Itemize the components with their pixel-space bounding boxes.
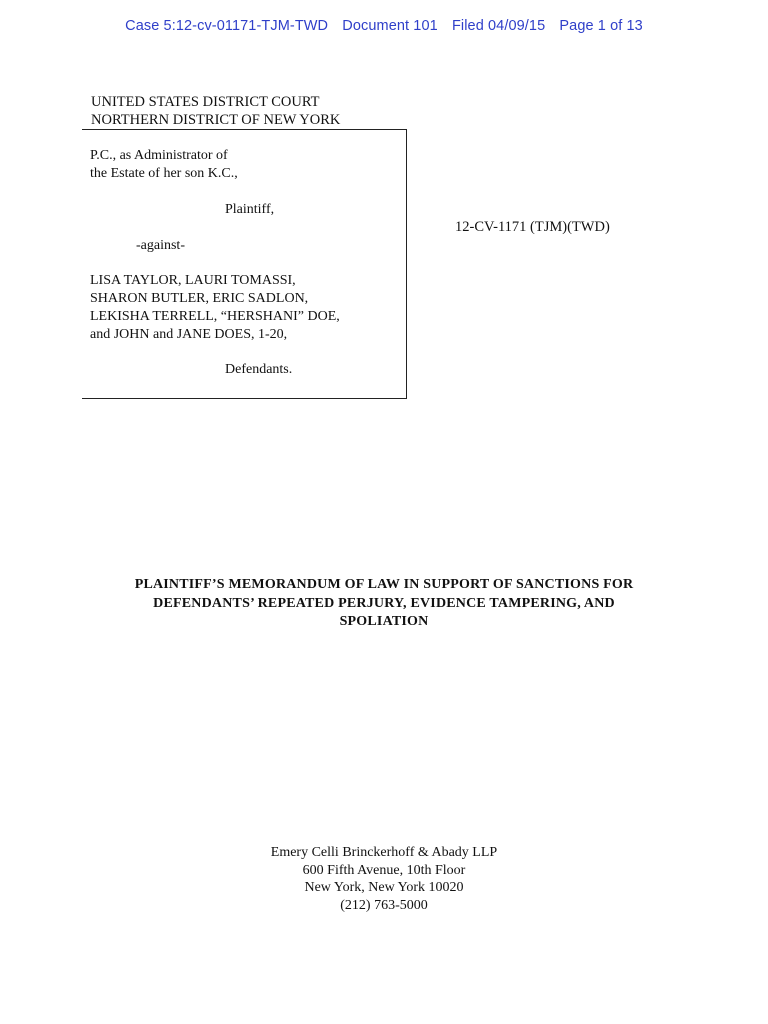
- defendants-line-4: and JOHN and JANE DOES, 1-20,: [90, 327, 288, 342]
- court-line-1: UNITED STATES DISTRICT COURT: [91, 94, 320, 110]
- defendants-role: Defendants.: [225, 362, 293, 377]
- firm-address-1: 600 Fifth Avenue, 10th Floor: [302, 862, 466, 878]
- case-number: 12-CV-1171 (TJM)(TWD): [455, 219, 610, 235]
- against-label: -against-: [136, 238, 185, 253]
- defendants-line-3: LEKISHA TERRELL, “HERSHANI” DOE,: [90, 309, 340, 324]
- plaintiff-name-line-2: the Estate of her son K.C.,: [90, 166, 238, 181]
- page-count-stamp: Page 1 of 13: [559, 18, 643, 34]
- defendants-line-1: LISA TAYLOR, LAURI TOMASSI,: [90, 273, 296, 288]
- law-firm-block: [0, 844, 768, 914]
- title-line-3: SPOLIATION: [339, 614, 429, 629]
- title-line-2: DEFENDANTS’ REPEATED PERJURY, EVIDENCE TAMPERING, AND: [153, 595, 615, 611]
- court-line-2: NORTHERN DISTRICT OF NEW YORK: [91, 112, 341, 128]
- case-number-stamp: Case 5:12-cv-01171-TJM-TWD: [125, 18, 329, 34]
- firm-phone: (212) 763-5000: [340, 897, 428, 913]
- plaintiff-name-line-1: P.C., as Administrator of: [90, 148, 228, 163]
- ecf-header-stamp: [0, 18, 768, 34]
- firm-address-2: New York, New York 10020: [304, 880, 464, 895]
- defendants-line-2: SHARON BUTLER, ERIC SADLON,: [90, 291, 309, 306]
- filed-date-stamp: Filed 04/09/15: [451, 18, 546, 34]
- document-number-stamp: Document 101: [342, 18, 438, 34]
- title-line-1: PLAINTIFF’S MEMORANDUM OF LAW IN SUPPORT OF SANCTIONS FOR: [134, 577, 634, 592]
- court-name: [91, 93, 340, 129]
- plaintiff-role: Plaintiff,: [225, 202, 275, 217]
- document-title: [90, 576, 678, 632]
- firm-name: Emery Celli Brinckerhoff & Abady LLP: [270, 845, 498, 860]
